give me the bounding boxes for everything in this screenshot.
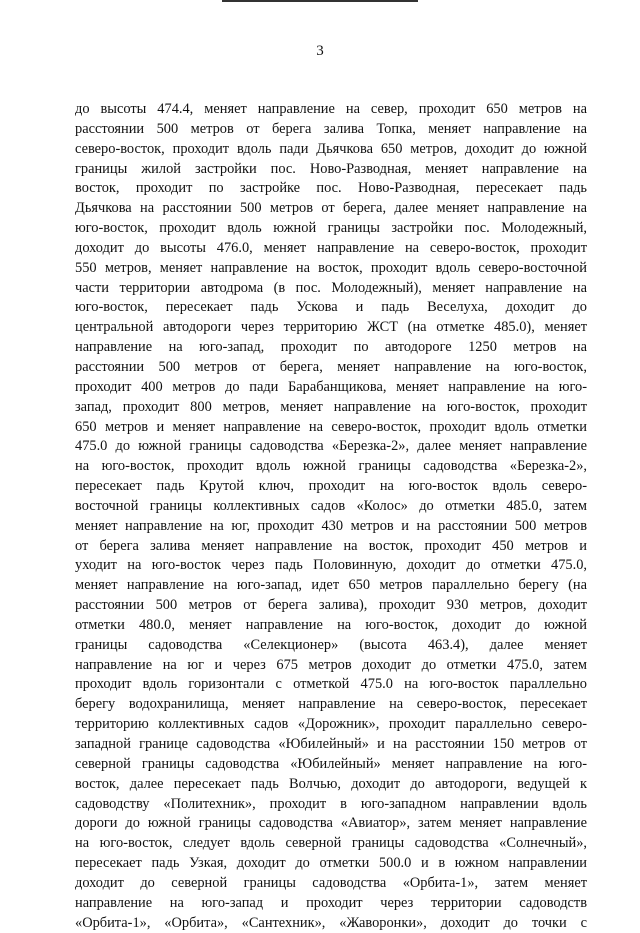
text-line: меняет направление на юго-запад, идет 650 метров параллельно берегу (на: [75, 577, 587, 594]
text-line: 550 метров, меняет направление на восток, проходит вдоль северо-восточной: [75, 259, 587, 276]
text-line: берегу водохранилища, меняет направление на северо-восток, пересекает: [75, 696, 587, 713]
top-rule: [222, 0, 418, 2]
text-line: доходит до северной границы садоводства «Орбита-1», затем меняет: [75, 874, 587, 891]
text-line: западной границе садоводства «Юбилейный» и на расстоянии 150 метров от: [75, 736, 587, 752]
text-line: садоводству «Политехник», проходит в юго-западном направлении вдоль: [75, 795, 587, 812]
text-line: территорию коллективных садов «Дорожник», проходит параллельно северо-: [75, 716, 587, 733]
body-text: [75, 100, 587, 933]
text-line: границы садоводства «Селекционер» (высота 463.4), далее меняет: [75, 636, 587, 653]
text-line: доходит до высоты 476.0, меняет направление на северо-восток, проходит: [75, 239, 587, 256]
text-line: проходит 400 метров до пади Барабанщикова, меняет направление на юго-: [75, 378, 587, 395]
text-line: северо-восток, проходит вдоль пади Дьячкова 650 метров, доходит до южной: [75, 140, 587, 157]
text-line: от берега залива меняет направление на восток, проходит 450 метров и: [75, 537, 587, 554]
text-line: на юго-восток, следует вдоль северной границы садоводства «Солнечный»,: [75, 835, 587, 852]
text-line: пересекает падь Узкая, доходит до отметки 500.0 и в южном направлении: [75, 855, 587, 872]
text-line: центральной автодороги через территорию ЖСТ (на отметке 485.0), меняет: [75, 319, 587, 336]
text-line: 475.0 до южной границы садоводства «Березка-2», далее меняет направление: [75, 438, 587, 455]
text-line: 650 метров и меняет направление на северо-восток, проходит вдоль отметки: [75, 418, 587, 435]
text-line: дороги до южной границы садоводства «Авиатор», затем меняет направление: [75, 815, 587, 832]
text-line: границы жилой застройки пос. Ново-Разводная, меняет направление на: [75, 160, 587, 177]
text-line: запад, проходит 800 метров, меняет направление на юго-восток, проходит: [75, 398, 587, 415]
text-line: проходит вдоль горизонтали с отметкой 475.0 на юго-восток параллельно: [75, 676, 587, 693]
text-line: «Орбита-1», «Орбита», «Сантехник», «Жаворонки», доходит до точки с: [75, 914, 587, 931]
text-line: восток, далее пересекает падь Волчью, доходит до автодороги, ведущей к: [75, 775, 587, 792]
text-line: юго-восток, пересекает падь Ускова и падь Веселуха, доходит до: [75, 299, 587, 316]
text-line: расстоянии 500 метров от берега, меняет направление на юго-восток,: [75, 358, 587, 375]
text-line: расстоянии 500 метров от берега залива), проходит 930 метров, доходит: [75, 597, 587, 614]
text-line: пересекает падь Крутой ключ, проходит на юго-восток вдоль северо-: [75, 478, 587, 495]
text-line: юго-восток, проходит вдоль южной границы застройки пос. Молодежный,: [75, 220, 587, 237]
text-line: направление на юг и через 675 метров доходит до отметки 475.0, затем: [75, 656, 587, 673]
text-line: направление на юго-запад, проходит по автодороге 1250 метров на: [75, 339, 587, 356]
text-line: направление на юго-запад и проходит через территории садоводств: [75, 894, 587, 911]
text-line: восток, проходит по застройке пос. Ново-Разводная, пересекает падь: [75, 180, 587, 197]
text-line: до высоты 474.4, меняет направление на север, проходит 650 метров на: [75, 101, 587, 117]
text-line: части территории автодрома (в пос. Молодежный), меняет направление на: [75, 279, 587, 296]
text-line: восточной границы коллективных садов «Колос» до отметки 485.0, затем: [75, 497, 587, 514]
text-line: меняет направление на юг, проходит 430 метров и на расстоянии 500 метров: [75, 517, 587, 534]
page-number: 3: [316, 43, 324, 59]
text-line: уходит на юго-восток через падь Половинную, доходит до отметки 475.0,: [75, 557, 587, 574]
text-line: расстоянии 500 метров от берега залива Топка, меняет направление на: [75, 120, 587, 137]
text-line: северной границы садоводства «Юбилейный» меняет направление на юго-: [75, 755, 587, 772]
text-line: на юго-восток, проходит вдоль южной границы садоводства «Березка-2»,: [75, 458, 587, 475]
text-line: отметки 480.0, меняет направление на юго-восток, доходит до южной: [75, 616, 587, 633]
text-line: Дьячкова на расстоянии 500 метров от берега, далее меняет направление на: [75, 200, 587, 217]
